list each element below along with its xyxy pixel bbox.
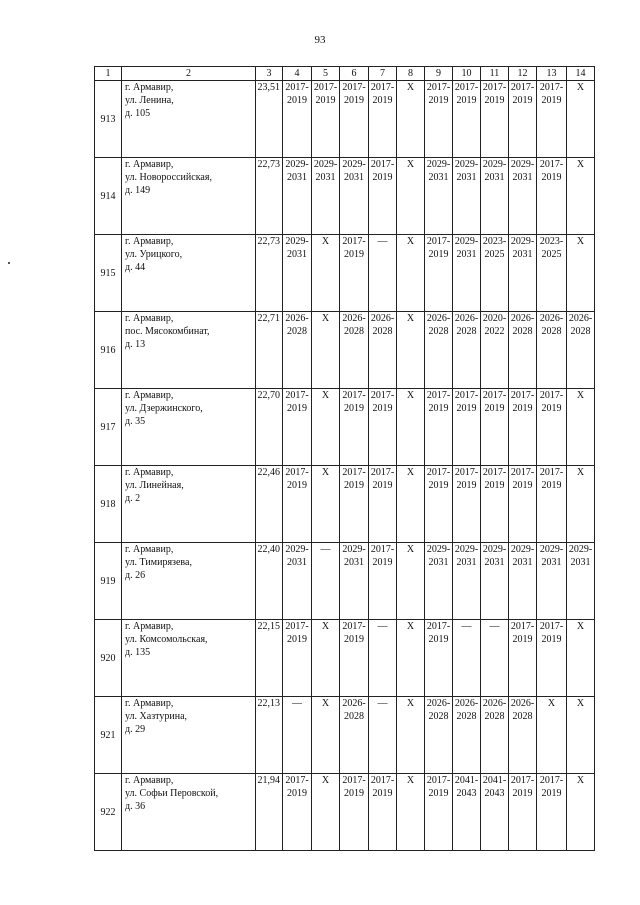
period-cell: 2026- 2028 <box>509 312 537 389</box>
period-cell: 2029- 2031 <box>340 158 369 235</box>
row-number: 913 <box>95 81 122 158</box>
table-row <box>95 235 595 312</box>
column-number: 6 <box>340 67 369 81</box>
period-cell: X <box>397 543 425 620</box>
period-cell: X <box>567 774 595 851</box>
period-cell: 2029- 2031 <box>425 543 453 620</box>
period-cell: 2017- 2019 <box>369 774 397 851</box>
period-cell: 2017- 2019 <box>283 466 312 543</box>
area-cell: 21,94 <box>256 774 283 851</box>
period-cell: 2029- 2031 <box>340 543 369 620</box>
period-cell: 2017- 2019 <box>425 620 453 697</box>
period-cell: 2026- 2028 <box>283 312 312 389</box>
period-cell: 2026- 2028 <box>453 312 481 389</box>
address-cell: г. Армавир, ул. Софьи Перовской, д. 36 <box>122 774 256 851</box>
period-cell: 2029- 2031 <box>453 235 481 312</box>
period-cell: 2017- 2019 <box>369 158 397 235</box>
column-number: 14 <box>567 67 595 81</box>
column-number: 1 <box>95 67 122 81</box>
column-number: 9 <box>425 67 453 81</box>
area-cell: 22,40 <box>256 543 283 620</box>
table-row <box>95 697 595 774</box>
area-cell: 22,73 <box>256 235 283 312</box>
period-cell: 2017- 2019 <box>453 466 481 543</box>
period-cell: 2017- 2019 <box>481 81 509 158</box>
period-cell: X <box>312 620 340 697</box>
period-cell: 2017- 2019 <box>340 774 369 851</box>
page-number: 93 <box>314 34 326 46</box>
period-cell: X <box>312 774 340 851</box>
period-cell: 2017- 2019 <box>453 81 481 158</box>
column-number: 8 <box>397 67 425 81</box>
period-cell: X <box>397 389 425 466</box>
period-cell: 2017- 2019 <box>537 466 567 543</box>
period-cell: 2029- 2031 <box>567 543 595 620</box>
row-number: 917 <box>95 389 122 466</box>
period-cell: 2029- 2031 <box>283 158 312 235</box>
period-cell: 2017- 2019 <box>537 389 567 466</box>
row-number: 922 <box>95 774 122 851</box>
period-cell: 2017- 2019 <box>425 81 453 158</box>
period-cell: 2026- 2028 <box>509 697 537 774</box>
period-cell: 2029- 2031 <box>425 158 453 235</box>
period-cell: X <box>397 466 425 543</box>
column-number: 5 <box>312 67 340 81</box>
row-number: 921 <box>95 697 122 774</box>
period-cell: 2026- 2028 <box>567 312 595 389</box>
period-cell: 2017- 2019 <box>283 774 312 851</box>
period-cell: X <box>567 620 595 697</box>
period-cell: 2017- 2019 <box>425 774 453 851</box>
period-cell: 2017- 2019 <box>481 466 509 543</box>
period-cell: 2017- 2019 <box>283 81 312 158</box>
table-row <box>95 312 595 389</box>
period-cell: — <box>453 620 481 697</box>
period-cell: 2017- 2019 <box>509 774 537 851</box>
table-row <box>95 389 595 466</box>
area-cell: 22,71 <box>256 312 283 389</box>
period-cell: 2029- 2031 <box>283 543 312 620</box>
period-cell: 2017- 2019 <box>369 389 397 466</box>
period-cell: 2017- 2019 <box>537 774 567 851</box>
period-cell: 2017- 2019 <box>340 389 369 466</box>
period-cell: 2029- 2031 <box>509 158 537 235</box>
period-cell: 2017- 2019 <box>537 81 567 158</box>
row-number: 916 <box>95 312 122 389</box>
period-cell: 2017- 2019 <box>340 620 369 697</box>
area-cell: 22,73 <box>256 158 283 235</box>
address-cell: г. Армавир, ул. Комсомольская, д. 135 <box>122 620 256 697</box>
column-number: 7 <box>369 67 397 81</box>
period-cell: 2017- 2019 <box>340 81 369 158</box>
period-cell: 2029- 2031 <box>453 543 481 620</box>
address-cell: г. Армавир, ул. Линейная, д. 2 <box>122 466 256 543</box>
period-cell: X <box>397 81 425 158</box>
period-cell: 2029- 2031 <box>453 158 481 235</box>
period-cell: — <box>369 620 397 697</box>
row-number: 914 <box>95 158 122 235</box>
address-cell: г. Армавир, ул. Урицкого, д. 44 <box>122 235 256 312</box>
period-cell: 2017- 2019 <box>283 620 312 697</box>
period-cell: 2017- 2019 <box>481 389 509 466</box>
period-cell: — <box>369 235 397 312</box>
period-cell: 2017- 2019 <box>425 466 453 543</box>
period-cell: X <box>397 312 425 389</box>
period-cell: 2026- 2028 <box>340 697 369 774</box>
column-number: 2 <box>122 67 256 81</box>
period-cell: X <box>397 697 425 774</box>
address-cell: г. Армавир, ул. Ленина, д. 105 <box>122 81 256 158</box>
period-cell: 2026- 2028 <box>340 312 369 389</box>
scan-speck <box>8 262 10 264</box>
table-row <box>95 774 595 851</box>
period-cell: X <box>567 466 595 543</box>
column-number: 4 <box>283 67 312 81</box>
area-cell: 22,70 <box>256 389 283 466</box>
area-cell: 23,51 <box>256 81 283 158</box>
period-cell: 2029- 2031 <box>312 158 340 235</box>
address-cell: г. Армавир, пос. Мясокомбинат, д. 13 <box>122 312 256 389</box>
area-cell: 22,46 <box>256 466 283 543</box>
period-cell: X <box>312 389 340 466</box>
period-cell: 2017- 2019 <box>283 389 312 466</box>
period-cell: X <box>397 620 425 697</box>
register-table <box>94 66 595 851</box>
period-cell: 2017- 2019 <box>453 389 481 466</box>
period-cell: — <box>481 620 509 697</box>
column-number: 12 <box>509 67 537 81</box>
period-cell: X <box>312 697 340 774</box>
period-cell: X <box>567 235 595 312</box>
row-number: 919 <box>95 543 122 620</box>
period-cell: 2029- 2031 <box>283 235 312 312</box>
column-number: 13 <box>537 67 567 81</box>
period-cell: X <box>567 158 595 235</box>
area-cell: 22,13 <box>256 697 283 774</box>
period-cell: X <box>567 81 595 158</box>
period-cell: 2029- 2031 <box>537 543 567 620</box>
period-cell: X <box>397 158 425 235</box>
period-cell: X <box>567 697 595 774</box>
period-cell: 2017- 2019 <box>425 235 453 312</box>
period-cell: 2017- 2019 <box>369 543 397 620</box>
period-cell: — <box>312 543 340 620</box>
period-cell: 2017- 2019 <box>369 81 397 158</box>
period-cell: 2017- 2019 <box>537 620 567 697</box>
period-cell: 2026- 2028 <box>481 697 509 774</box>
period-cell: 2026- 2028 <box>537 312 567 389</box>
period-cell: X <box>312 235 340 312</box>
period-cell: 2020- 2022 <box>481 312 509 389</box>
period-cell: 2017- 2019 <box>509 389 537 466</box>
period-cell: X <box>312 466 340 543</box>
address-cell: г. Армавир, ул. Дзержинского, д. 35 <box>122 389 256 466</box>
period-cell: 2023- 2025 <box>481 235 509 312</box>
period-cell: 2017- 2019 <box>369 466 397 543</box>
period-cell: — <box>283 697 312 774</box>
period-cell: 2041- 2043 <box>481 774 509 851</box>
address-cell: г. Армавир, ул. Тимирязева, д. 26 <box>122 543 256 620</box>
period-cell: 2026- 2028 <box>369 312 397 389</box>
address-cell: г. Армавир, ул. Хазтурина, д. 29 <box>122 697 256 774</box>
period-cell: 2017- 2019 <box>509 81 537 158</box>
period-cell: 2029- 2031 <box>481 158 509 235</box>
column-number: 3 <box>256 67 283 81</box>
period-cell: X <box>537 697 567 774</box>
period-cell: 2026- 2028 <box>453 697 481 774</box>
header-row <box>95 67 595 81</box>
period-cell: 2017- 2019 <box>340 466 369 543</box>
table-row <box>95 81 595 158</box>
table-body <box>95 67 595 851</box>
period-cell: X <box>312 312 340 389</box>
table-row <box>95 466 595 543</box>
period-cell: 2017- 2019 <box>509 466 537 543</box>
period-cell: 2041- 2043 <box>453 774 481 851</box>
period-cell: X <box>567 389 595 466</box>
period-cell: — <box>369 697 397 774</box>
address-cell: г. Армавир, ул. Новороссийская, д. 149 <box>122 158 256 235</box>
row-number: 920 <box>95 620 122 697</box>
period-cell: 2029- 2031 <box>509 543 537 620</box>
period-cell: 2017- 2019 <box>312 81 340 158</box>
table-row <box>95 620 595 697</box>
column-number: 10 <box>453 67 481 81</box>
period-cell: 2029- 2031 <box>509 235 537 312</box>
period-cell: 2023- 2025 <box>537 235 567 312</box>
table-row <box>95 543 595 620</box>
period-cell: 2026- 2028 <box>425 312 453 389</box>
period-cell: 2017- 2019 <box>340 235 369 312</box>
column-number: 11 <box>481 67 509 81</box>
period-cell: 2026- 2028 <box>425 697 453 774</box>
period-cell: 2017- 2019 <box>509 620 537 697</box>
period-cell: 2017- 2019 <box>425 389 453 466</box>
period-cell: 2017- 2019 <box>537 158 567 235</box>
period-cell: 2029- 2031 <box>481 543 509 620</box>
period-cell: X <box>397 235 425 312</box>
row-number: 918 <box>95 466 122 543</box>
period-cell: X <box>397 774 425 851</box>
table-row <box>95 158 595 235</box>
row-number: 915 <box>95 235 122 312</box>
area-cell: 22,15 <box>256 620 283 697</box>
